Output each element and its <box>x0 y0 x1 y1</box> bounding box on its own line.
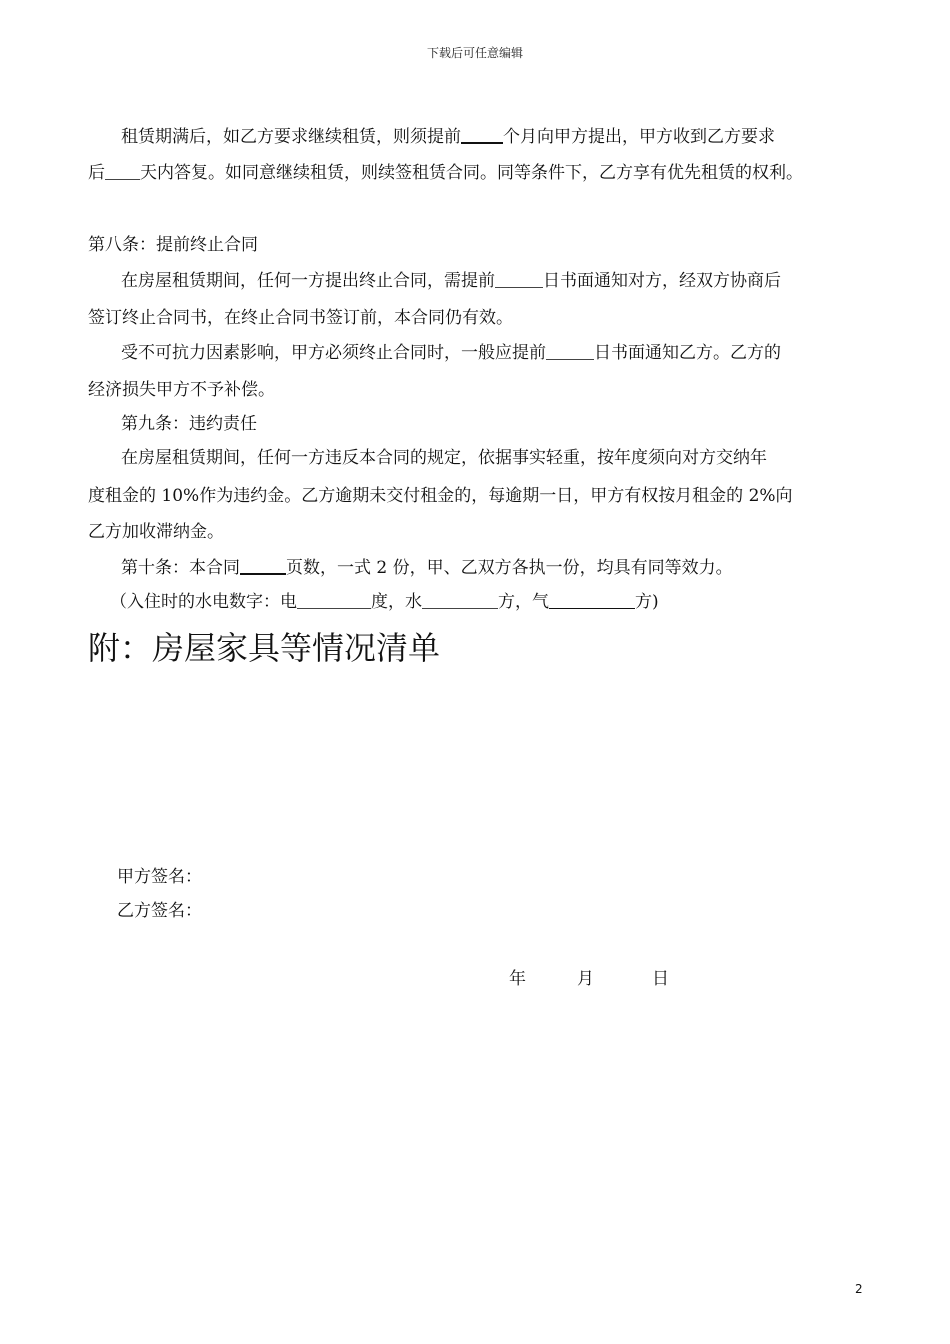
gas-blank <box>549 592 635 609</box>
renewal-text-2a: 后 <box>88 163 105 183</box>
article-8-text-1a: 在房屋租赁期间，任何一方提出终止合同，需提前 <box>121 271 495 291</box>
article-10-line <box>121 557 733 578</box>
electricity-blank <box>297 592 371 609</box>
article-10-text-a: 第十条：本合同 <box>121 558 240 578</box>
renewal-text-1a: 租赁期满后，如乙方要求继续租赁，则须提前 <box>121 127 461 147</box>
renewal-text-2b: 天内答复。如同意继续租赁，则续签租赁合同。同等条件下，乙方享有优先租赁的权利。 <box>140 163 803 183</box>
renewal-line-1 <box>121 126 775 147</box>
meter-text-b: 度，水 <box>371 592 422 612</box>
page-header: 下载后可任意编辑 <box>426 46 523 60</box>
water-blank <box>422 592 498 609</box>
article-8-text-2b: 日书面通知乙方。乙方的 <box>594 343 781 363</box>
party-b-signature-label: 乙方签名： <box>117 901 202 921</box>
article-9-line-1: 在房屋租赁期间，任何一方违反本合同的规定，依据事实轻重，按年度须向对方交纳年 <box>121 448 767 468</box>
attachment-title: 附：房屋家具等情况清单 <box>88 629 441 667</box>
renewal-line-2 <box>88 163 803 183</box>
article-10-pages-blank <box>240 557 286 575</box>
date-day-label: 日 <box>652 969 669 989</box>
meter-text-d: 方) <box>635 592 659 612</box>
article-8-line-1 <box>121 271 781 291</box>
meter-readings-line <box>110 592 659 612</box>
renewal-days-blank <box>105 163 140 180</box>
article-8-text-2a: 受不可抗力因素影响，甲方必须终止合同时，一般应提前 <box>121 343 546 363</box>
date-month-label: 月 <box>577 969 594 989</box>
renewal-text-1b: 个月向甲方提出，甲方收到乙方要求 <box>503 127 775 147</box>
article-9-line-3: 乙方加收滞纳金。 <box>88 522 224 542</box>
article-8-line-4: 经济损失甲方不予补偿。 <box>88 380 275 400</box>
article-8-line-3 <box>121 343 781 363</box>
article-9-title: 第九条：违约责任 <box>121 414 257 434</box>
renewal-months-blank <box>461 126 503 144</box>
article-8-notice-blank <box>495 271 543 288</box>
article-8-force-majeure-blank <box>546 343 594 360</box>
article-8-text-1b: 日书面通知对方，经双方协商后 <box>543 271 781 291</box>
article-8-line-2: 签订终止合同书，在终止合同书签订前，本合同仍有效。 <box>88 308 513 328</box>
page-number: 2 <box>855 1282 863 1296</box>
article-9-line-2: 度租金的 10%作为违约金。乙方逾期未交付租金的，每逾期一日，甲方有权按月租金的 2%向 <box>88 486 793 506</box>
party-a-signature-label: 甲方签名： <box>117 867 202 887</box>
date-year-label: 年 <box>509 969 526 989</box>
article-10-text-b: 页数，一式 2 份，甲、乙双方各执一份，均具有同等效力。 <box>286 558 733 578</box>
article-8-title: 第八条：提前终止合同 <box>88 235 258 255</box>
meter-text-c: 方，气 <box>498 592 549 612</box>
meter-text-a: （入住时的水电数字：电 <box>110 592 297 612</box>
